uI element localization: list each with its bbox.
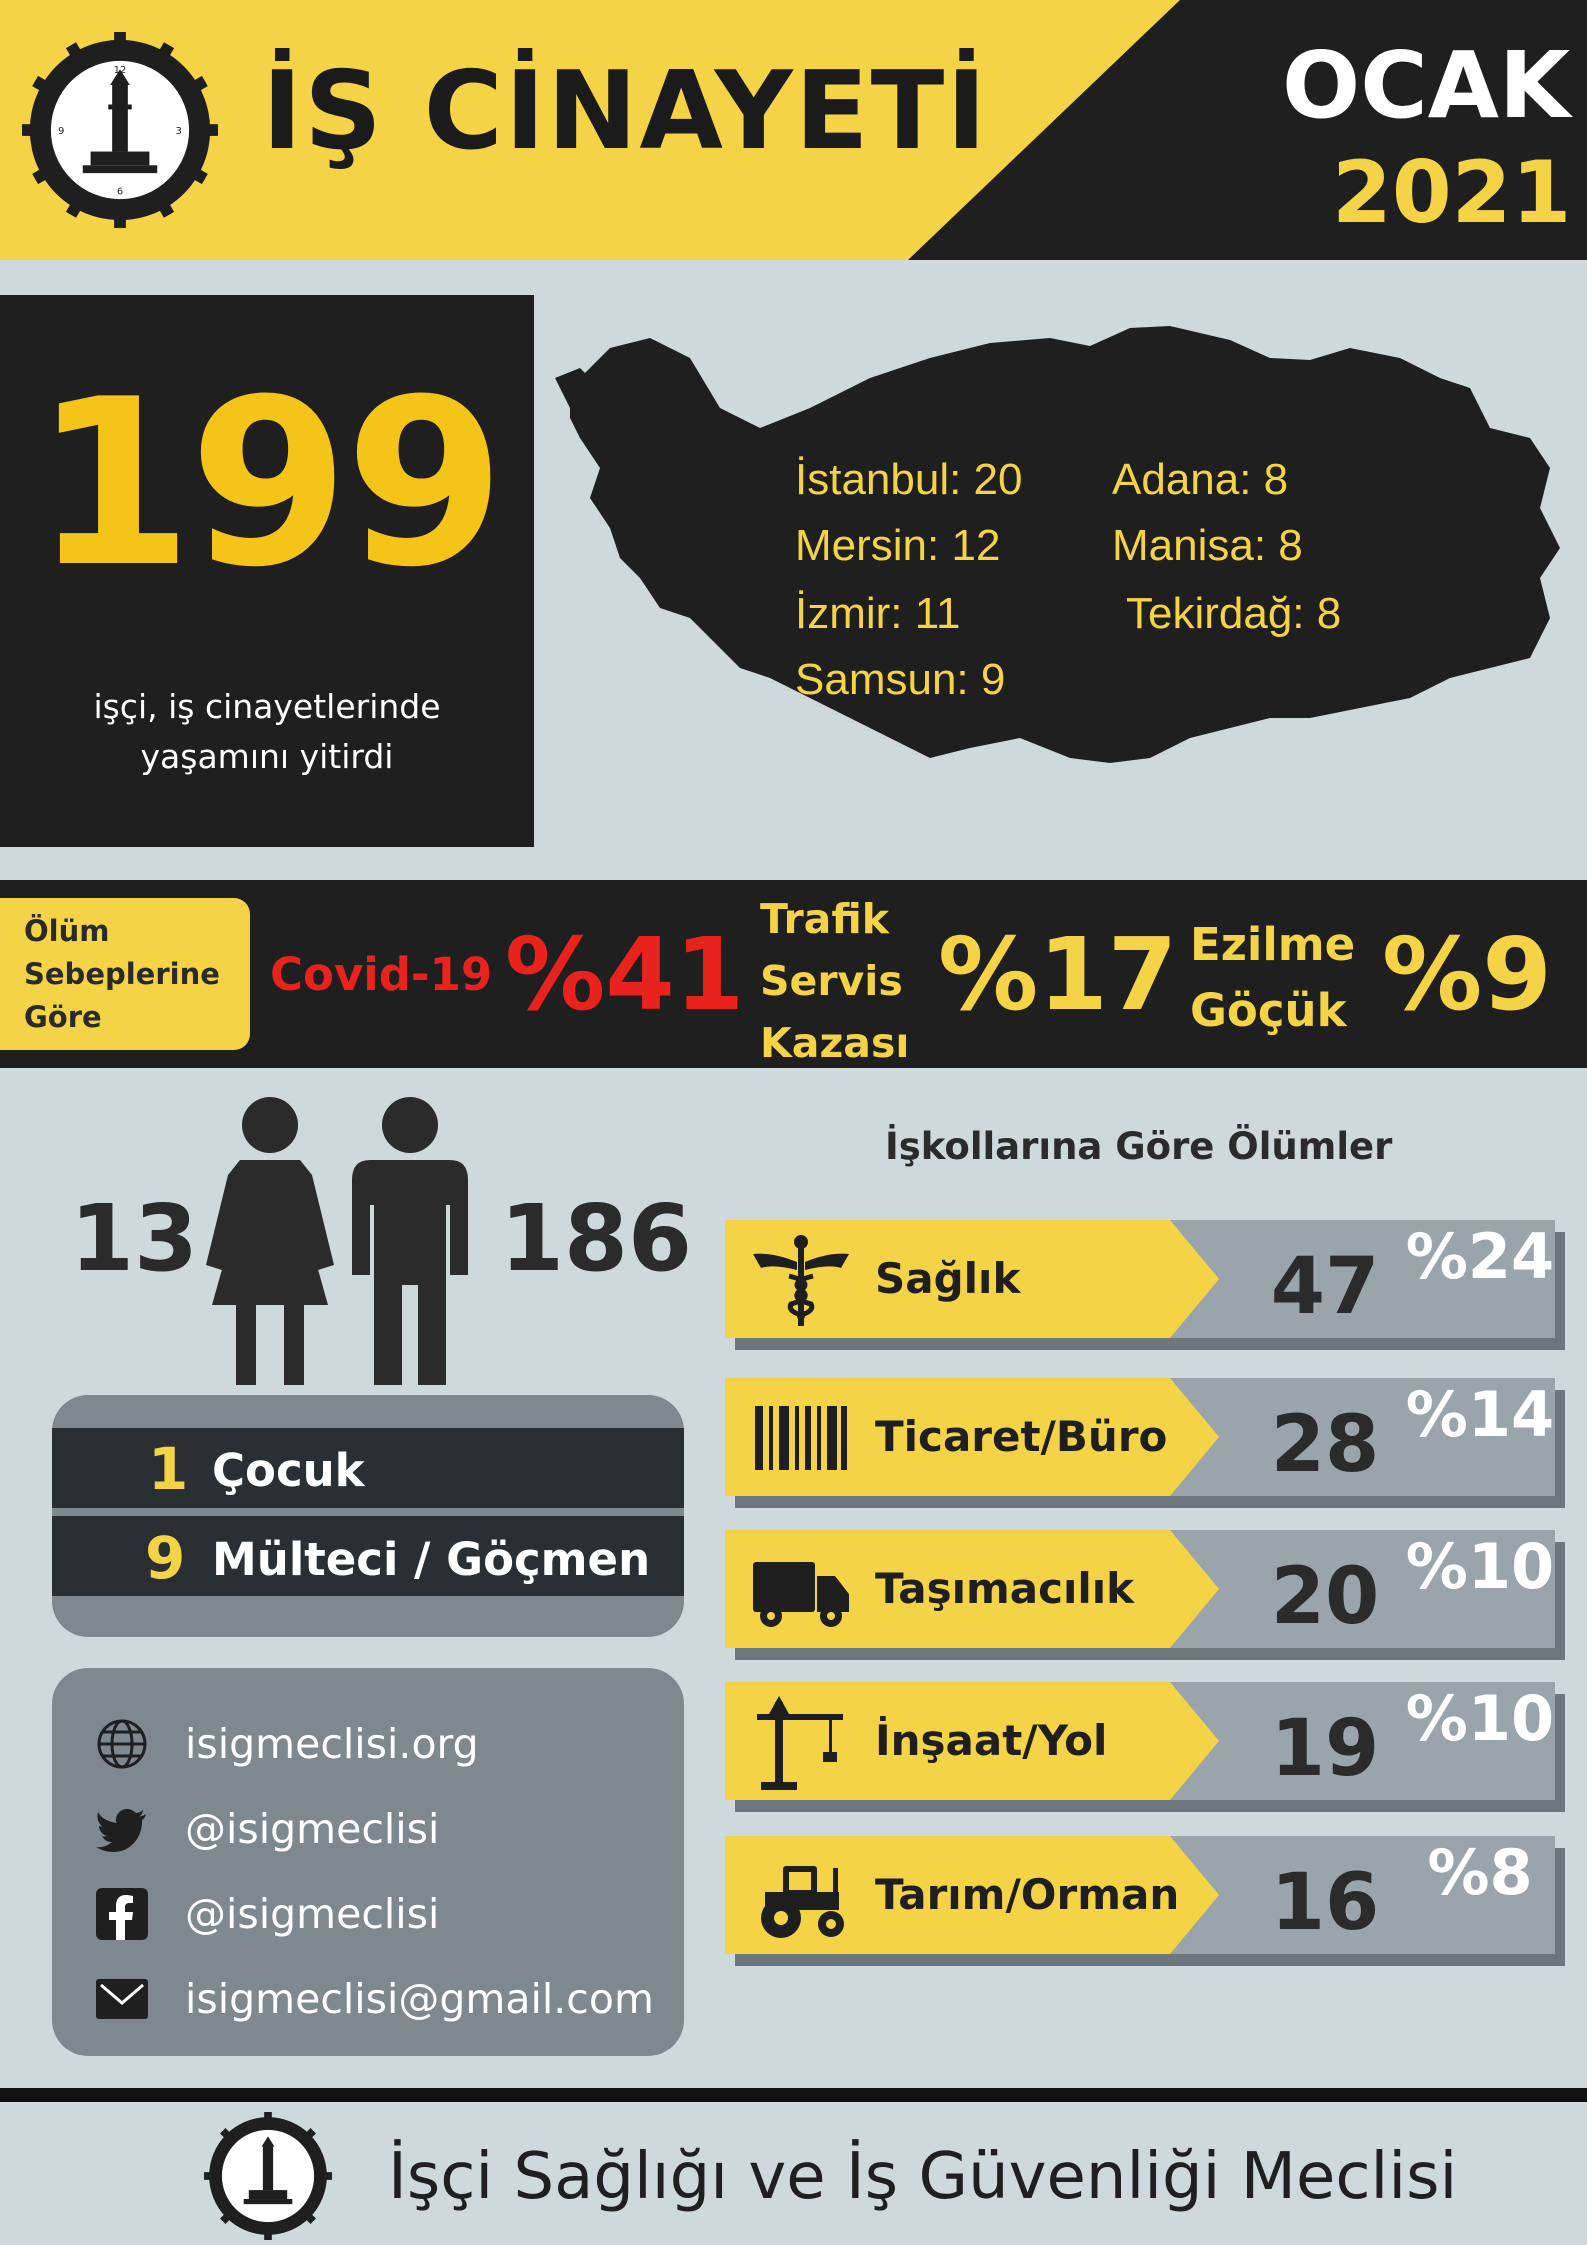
sector-count: 19 xyxy=(1270,1704,1380,1794)
cause-traffic-line-2: Servis xyxy=(760,957,903,1005)
city-tekirdag: Tekirdağ: 8 xyxy=(1126,589,1342,638)
footer-divider xyxy=(0,2088,1587,2102)
tractor-icon xyxy=(753,1848,849,1944)
facebook-icon xyxy=(96,1888,148,1940)
total-deaths-caption xyxy=(60,682,474,782)
total-deaths-number: 199 xyxy=(32,351,502,618)
svg-text:9: 9 xyxy=(58,125,65,137)
child-row xyxy=(52,1428,684,1508)
organization-name: İşçi Sağlığı ve İş Güvenliği Meclisi xyxy=(388,2140,1458,2214)
report-month: OCAK xyxy=(1282,32,1571,139)
cause-traffic-percent: %17 xyxy=(938,916,1178,1033)
cause-crush-line-1: Ezilme xyxy=(1190,918,1356,971)
cause-crush-label xyxy=(1190,912,1355,1044)
male-count: 186 xyxy=(500,1185,693,1292)
report-year: 2021 xyxy=(1332,143,1572,243)
email-icon xyxy=(96,1973,148,2025)
svg-text:6: 6 xyxy=(116,186,124,198)
city-adana: Adana: 8 xyxy=(1112,455,1289,504)
sector-label: Ticaret/Büro xyxy=(875,1412,1168,1461)
website-link[interactable]: isigmeclisi.org xyxy=(185,1720,479,1768)
cause-traffic-label xyxy=(760,888,909,1074)
sector-row-health xyxy=(725,1220,1565,1344)
cause-traffic-line-3: Kazası xyxy=(760,1019,910,1067)
svg-text:3: 3 xyxy=(175,125,182,137)
turkey-map-icon xyxy=(550,318,1570,798)
city-izmir: İzmir: 11 xyxy=(795,589,961,638)
caption-line-1: işçi, iş cinayetlerinde xyxy=(93,687,441,726)
barcode-icon xyxy=(753,1390,849,1486)
sector-row-agriculture xyxy=(725,1836,1565,1960)
sector-count: 16 xyxy=(1270,1858,1380,1948)
globe-icon xyxy=(96,1718,148,1770)
sector-label: Tarım/Orman xyxy=(875,1870,1180,1919)
sectors-title: İşkollarına Göre Ölümler xyxy=(885,1125,1393,1168)
sector-row-transport xyxy=(725,1530,1565,1654)
sector-row-construction xyxy=(725,1682,1565,1806)
refugee-label: Mülteci / Göçmen xyxy=(212,1533,651,1586)
refugee-count: 9 xyxy=(145,1524,186,1592)
child-count: 1 xyxy=(148,1435,189,1503)
sector-percent: %8 xyxy=(1427,1836,1533,1909)
email-link[interactable]: isigmeclisi@gmail.com xyxy=(185,1975,654,2023)
cause-crush-percent: %9 xyxy=(1382,916,1552,1033)
sector-percent: %10 xyxy=(1405,1530,1555,1603)
cause-covid-percent: %41 xyxy=(505,916,745,1033)
sector-label: Taşımacılık xyxy=(875,1564,1135,1613)
causes-tab-label xyxy=(24,910,220,1039)
female-count: 13 xyxy=(70,1185,199,1292)
causes-tab-line-2: Sebeplerine xyxy=(24,957,220,991)
city-samsun: Samsun: 9 xyxy=(795,655,1006,704)
page-title: İŞ CİNAYETİ xyxy=(262,49,989,174)
truck-icon xyxy=(753,1542,849,1638)
sector-count: 28 xyxy=(1270,1400,1380,1490)
sector-percent: %14 xyxy=(1405,1378,1555,1451)
health-icon xyxy=(753,1232,849,1328)
twitter-link[interactable]: @isigmeclisi xyxy=(185,1805,440,1853)
sector-count: 47 xyxy=(1270,1242,1380,1332)
facebook-link[interactable]: @isigmeclisi xyxy=(185,1890,440,1938)
footer-logo-icon xyxy=(204,2112,332,2240)
sector-label: Sağlık xyxy=(875,1254,1021,1303)
causes-tab-line-3: Göre xyxy=(24,1000,102,1034)
cause-traffic-line-1: Trafik xyxy=(760,895,890,943)
city-manisa: Manisa: 8 xyxy=(1112,521,1303,570)
svg-text:12: 12 xyxy=(113,65,127,77)
sector-row-commerce xyxy=(725,1378,1565,1502)
child-label: Çocuk xyxy=(212,1444,365,1497)
crane-icon xyxy=(753,1694,849,1790)
sector-percent: %24 xyxy=(1405,1220,1555,1293)
sector-count: 20 xyxy=(1270,1552,1380,1642)
people-icon xyxy=(200,1095,480,1385)
sector-percent: %10 xyxy=(1405,1682,1555,1755)
cause-covid-label: Covid-19 xyxy=(270,948,493,1001)
city-mersin: Mersin: 12 xyxy=(795,521,1001,570)
twitter-icon xyxy=(96,1804,148,1856)
caption-line-2: yaşamını yitirdi xyxy=(140,737,394,776)
sector-label: İnşaat/Yol xyxy=(875,1716,1108,1765)
cause-crush-line-2: Göçük xyxy=(1190,984,1347,1037)
causes-tab-line-1: Ölüm xyxy=(24,914,110,948)
logo-icon xyxy=(22,32,218,228)
city-istanbul: İstanbul: 20 xyxy=(795,455,1023,504)
